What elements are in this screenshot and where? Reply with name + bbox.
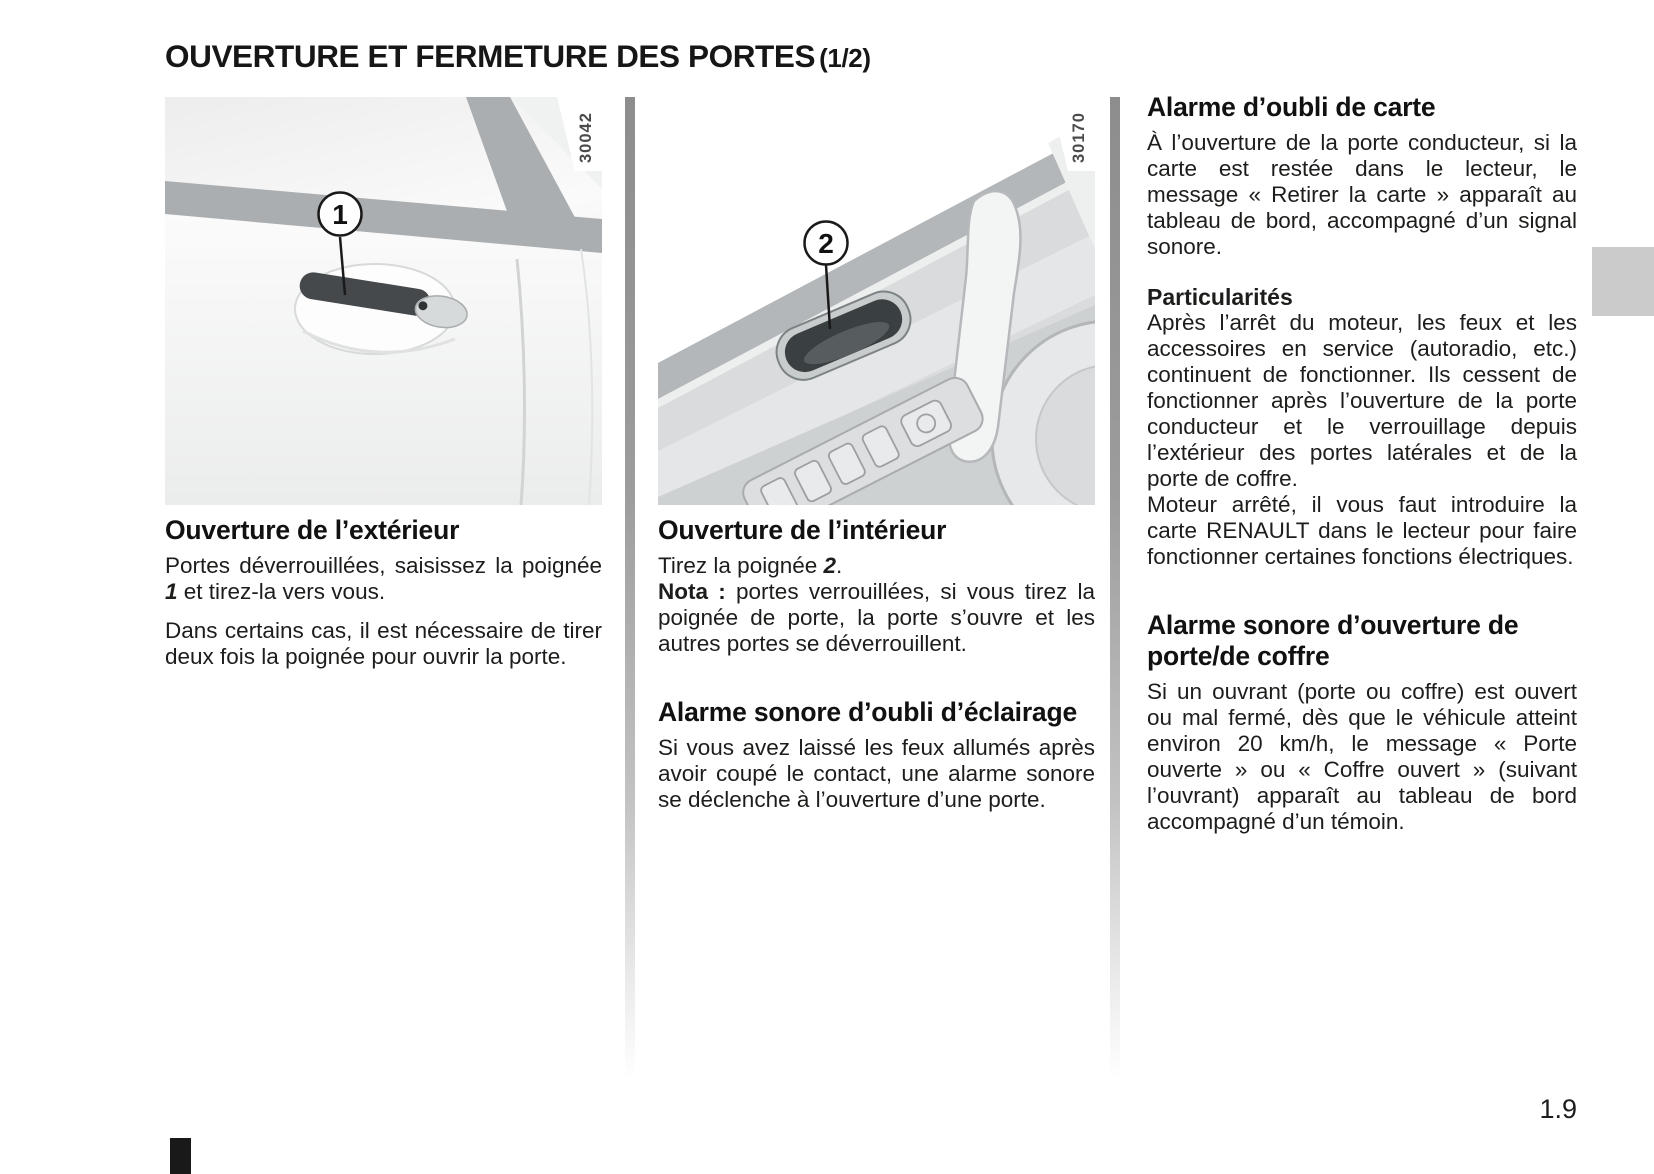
column-divider [1110,97,1120,1079]
paragraph-text: . [836,553,843,578]
section-opening-from-outside [165,505,602,683]
figure-code-exterior: 30042 [577,112,595,163]
section-alarms [1147,92,1577,848]
paragraph-text: portes verrouillées, si vous tirez la poignée de porte, la porte s’ouvre et les autres portes se déverrouillent. [658,579,1095,656]
figure-exterior-door-handle [165,97,602,505]
sub-heading: Particularités [1147,284,1293,310]
door-panel [165,214,602,505]
binding-mark [170,1138,191,1174]
paragraph: Moteur arrêté, il vous faut introduire la carte RENAULT dans le lecteur pour faire fonctionner certaines fonctions électriques. [1147,492,1577,569]
figure-interior-door-panel [658,97,1095,505]
page-number: 1.9 [1539,1094,1577,1124]
section-opening-from-inside [658,505,1095,826]
page-title-text: OUVERTURE ET FERMETURE DES PORTES [165,38,816,74]
section-heading: Alarme sonore d’oubli d’éclairage [658,697,1077,727]
paragraph: Après l’arrêt du moteur, les feux et les accessoires en service (autoradio, etc.) continuent de fonctionner. Ils cessent de fonctionner après l’ouverture de la porte conducteur et le verrouillage depuis l’extérieur des portes latérales et de la porte de coffre. [1147,310,1577,491]
paragraph [658,579,1095,657]
section-heading: Alarme sonore d’ouverture de porte/de coffre [1147,610,1519,671]
chapter-tab [1592,247,1654,316]
paragraph [658,553,1095,579]
paragraph: Si vous avez laissé les feux allumés après avoir coupé le contact, une alarme sonore se déclenche à l’ouverture d’une porte. [658,735,1095,812]
page-title-suffix: (1/2) [819,43,871,73]
nota-label: Nota : [658,579,726,604]
paragraph-text: Tirez la poignée [658,553,824,578]
paragraph-text: Portes déverrouillées, saisissez la poignée [165,553,602,578]
column-divider [625,97,635,1079]
part-reference: 2 [823,553,837,578]
figure-code-interior: 30170 [1070,112,1088,163]
page-title [165,38,871,75]
paragraph: Si un ouvrant (porte ou coffre) est ouvert ou mal fermé, dès que le véhicule atteint environ 20 km/h, le message « Porte ouverte » ou « Coffre ouvert » (suivant l’ouvrant) apparaît au tableau de bord accompagné d’un témoin. [1147,679,1577,834]
section-heading: Ouverture de l’intérieur [658,515,947,545]
paragraph [165,553,602,605]
section-heading: Alarme d’oubli de carte [1147,92,1436,122]
callout-number-1: 1 [332,199,348,230]
paragraph: Dans certains cas, il est nécessaire de tirer deux fois la poignée pour ouvrir la porte. [165,618,602,669]
part-reference: 1 [165,579,178,604]
callout-number-2: 2 [818,228,834,259]
section-heading: Ouverture de l’extérieur [165,515,460,545]
paragraph: À l’ouverture de la porte conducteur, si la carte est restée dans le lecteur, le message « Retirer la carte » apparaît au tableau de bord, accompagné d’un signal sonore. [1147,130,1577,259]
paragraph-text: et tirez-la vers vous. [177,579,386,604]
